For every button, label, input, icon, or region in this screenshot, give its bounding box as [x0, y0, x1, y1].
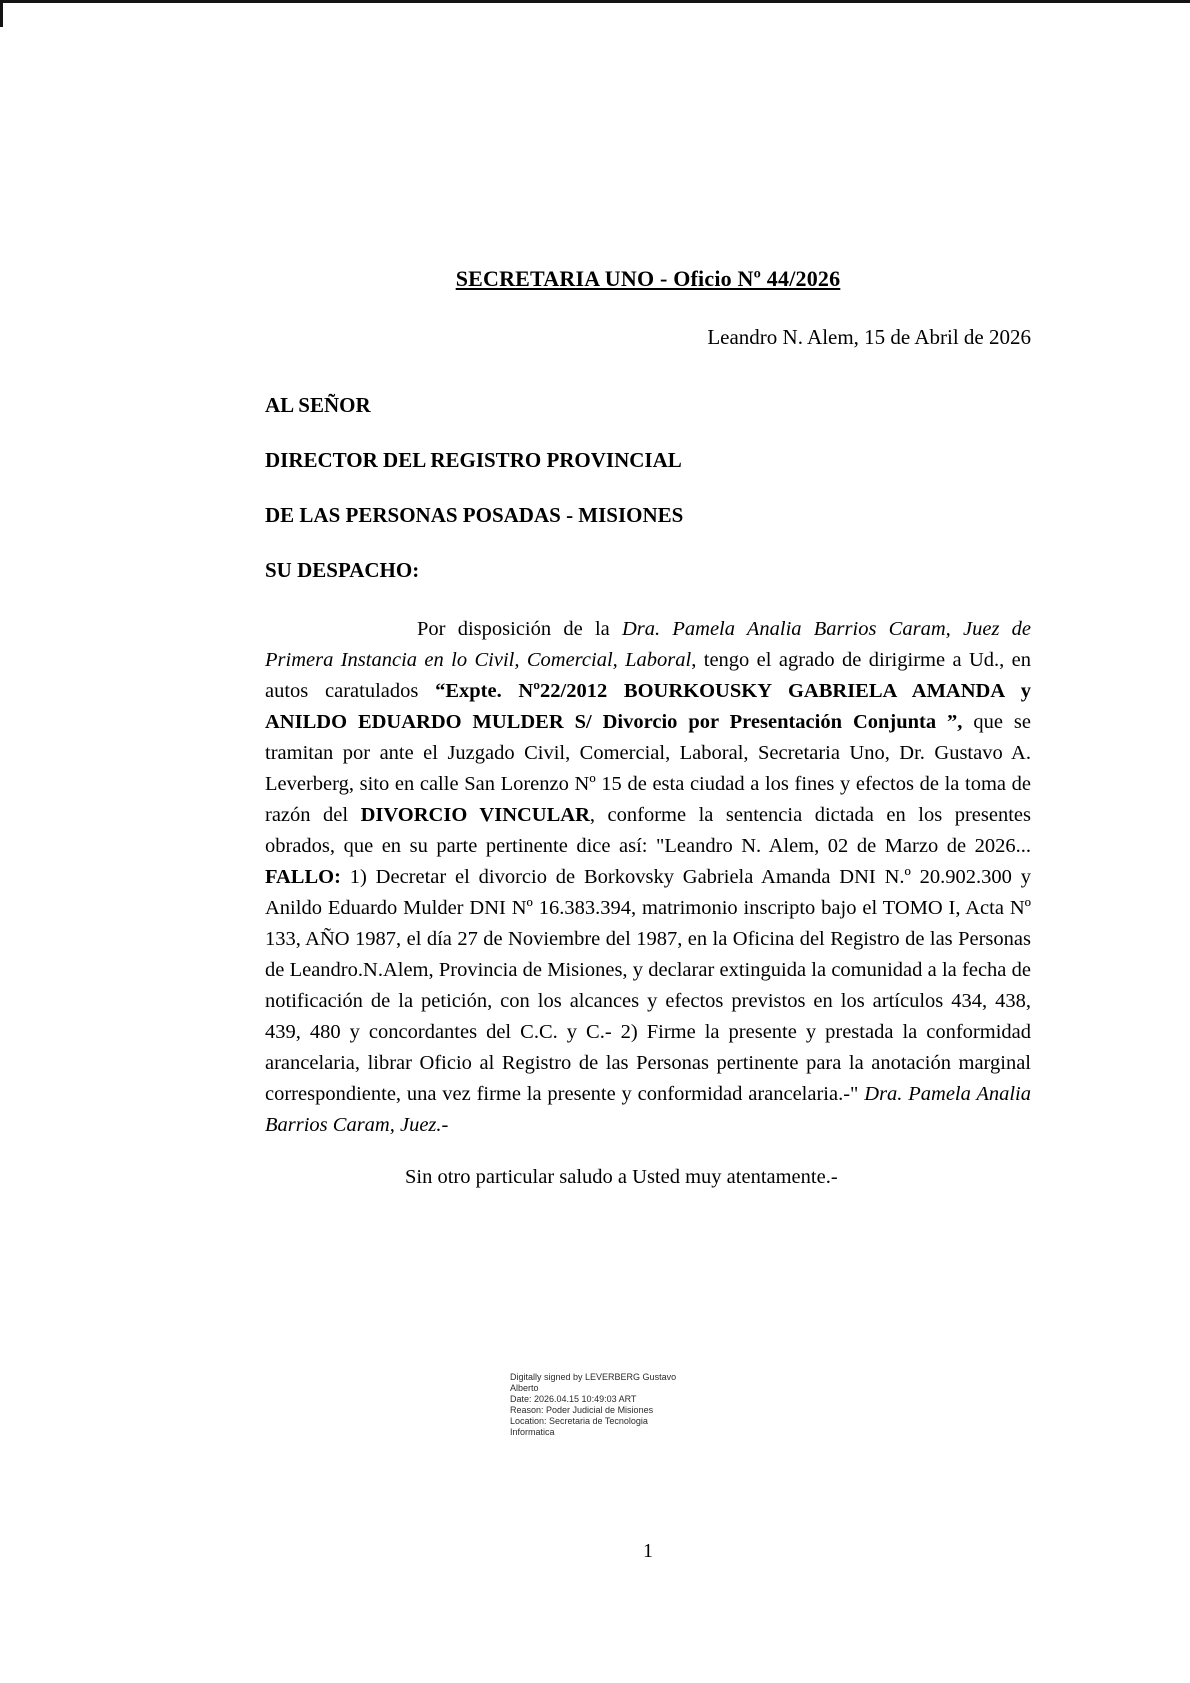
body-paragraph: Por disposición de la Dra. Pamela Analia Barrios Caram, Juez de Primera Instancia en lo Civil, Comercial, Laboral, tengo el agrado de dirigirme a Ud., en autos caratulados “Expte. Nº22/2012 BOURKOUSKY GABRIELA AMANDA y ANILDO EDUARDO MULDER S/ Divorcio por Presentación Conjunta ”, que se tramitan por ante el Juzgado Civil, Comercial, Laboral, Secretaria Uno, Dr. Gustavo A. Leverberg, sito en calle San Lorenzo Nº 15 de esta ciudad a los fines y efectos de la toma de razón del DIVORCIO VINCULAR, conforme la sentencia dictada en los presentes obrados, que en su parte pertinente dice así: "Leandro N. Alem, 02 de Marzo de 2026... FALLO: 1) Decretar el divorcio de Borkovsky Gabriela Amanda DNI N.º 20.902.300 y Anildo Eduardo Mulder DNI Nº 16.383.394, matrimonio inscripto bajo el TOMO I, Acta Nº 133, AÑO 1987, el día 27 de Noviembre del 1987, en la Oficina del Registro de las Personas de Leandro.N.Alem, Provincia de Misiones, y declarar extinguida la comunidad a la fecha de notificación de la petición, con los alcances y efectos previstos en los artículos 434, 438, 439, 480 y concordantes del C.C. y C.- 2) Firme la presente y prestada la conformidad arancelaria, librar Oficio al Registro de las Personas pertinente para la anotación marginal correspondiente, una vez firme la presente y conformidad arancelaria.-" Dra. Pamela Analia Barrios Caram, Juez.-	[265, 618, 1032, 1136]
signature-line: Location: Secretaria de Tecnologia	[510, 1416, 648, 1426]
addressee-line-al-senor: AL SEÑOR	[265, 393, 371, 417]
addressee-block	[265, 394, 1031, 582]
scan-edge-artifact-left	[0, 0, 3, 27]
addressee-line-director: DIRECTOR DEL REGISTRO PROVINCIAL	[265, 448, 682, 472]
closing-line: Sin otro particular saludo a Usted muy atentamente.-	[405, 1166, 838, 1188]
signature-line: Date: 2026.04.15 10:49:03 ART	[510, 1394, 637, 1404]
signature-line: Digitally signed by LEVERBERG Gustavo	[510, 1372, 677, 1382]
page-number: 1	[643, 1540, 653, 1562]
signature-line: Informatica	[510, 1427, 555, 1437]
letter-content	[265, 0, 1031, 1193]
dateline: Leandro N. Alem, 15 de Abril de 2026	[707, 325, 1031, 349]
digital-signature-stamp	[510, 1372, 676, 1438]
letter-title: SECRETARIA UNO - Oficio Nº 44/2026	[455, 266, 841, 291]
signature-line: Reason: Poder Judicial de Misiones	[510, 1405, 654, 1415]
addressee-line-despacho: SU DESPACHO:	[265, 558, 420, 582]
signature-line: Alberto	[510, 1383, 539, 1393]
addressee-line-registro: DE LAS PERSONAS POSADAS - MISIONES	[265, 503, 684, 527]
